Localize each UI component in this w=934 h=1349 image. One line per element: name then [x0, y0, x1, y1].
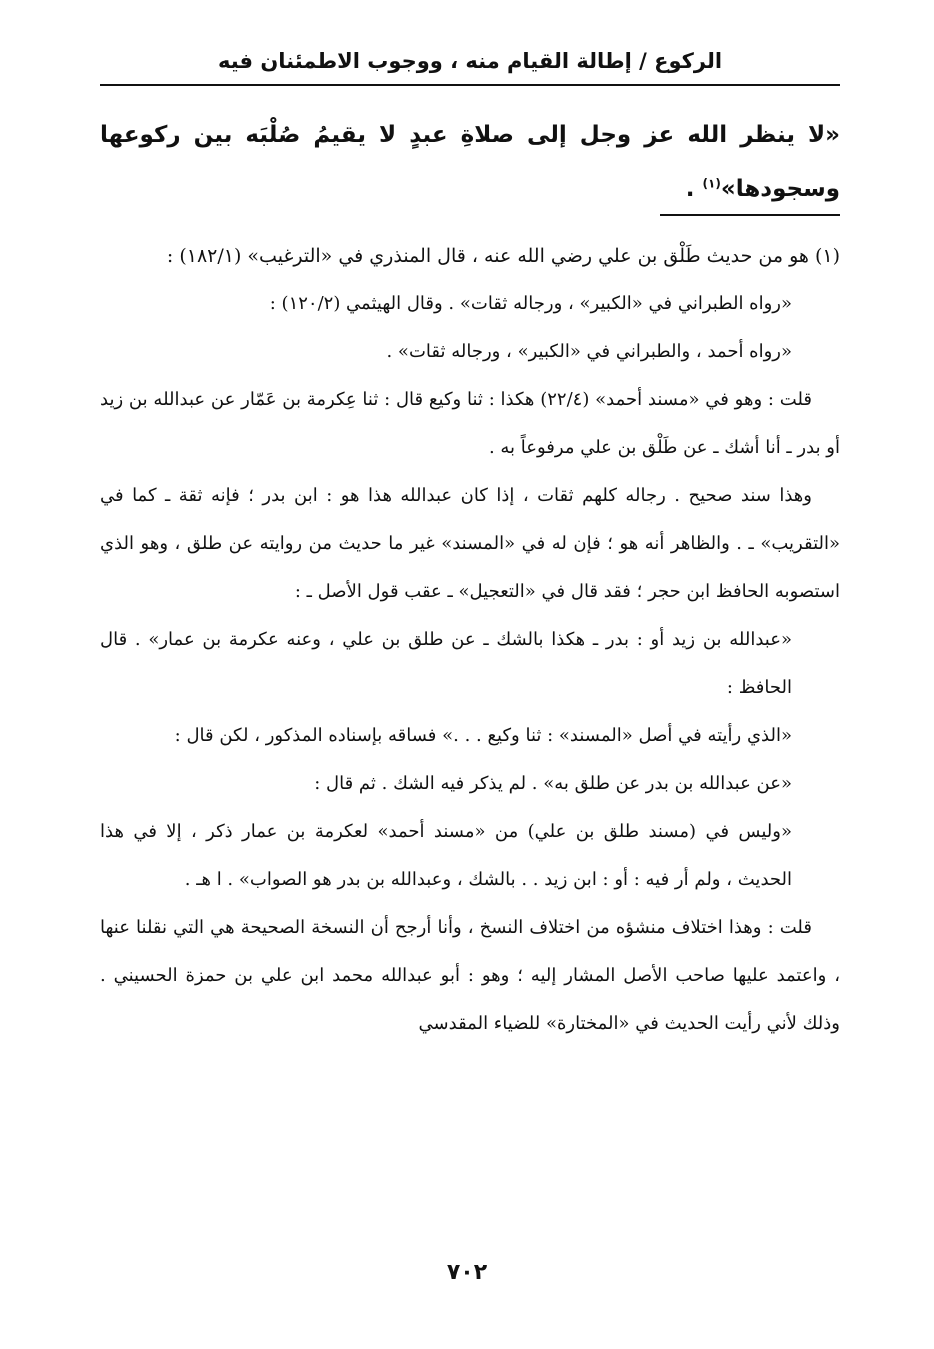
page-number: ٧٠٢ [446, 1260, 488, 1285]
hadith-text [100, 108, 840, 216]
footnote-paragraph: قلت : وهذا اختلاف منشؤه من اختلاف النسخ ، وأنا أرجح أن النسخة الصحيحة هي التي نقلنا عنها ، واعتمد عليها صاحب الأصل المشار إليه ؛ وهو : أبو عبدالله محمد ابن علي بن حمزة الحسيني . وذلك لأني رأيت الحديث في «المختارة» للضياء المقدسي [100, 917, 840, 1034]
hadith-body: «لا ينظر الله عز وجل إلى صلاةِ عبدٍ لا يقيمُ صُلْبَه بين ركوعها وسجودها» [100, 122, 840, 202]
footnotes-section [100, 232, 840, 1048]
footnote-quote: «رواه أحمد ، والطبراني في «الكبير» ، ورجاله ثقات» . [386, 341, 792, 362]
footnote-quote: «وليس في (مسند طلق بن علي) من «مسند أحمد» لعكرمة بن عمار ذكر ، إلا في هذا الحديث ، ولم أر فيه : أو : ابن زيد . . بالشك ، وعبدالله بن بدر هو الصواب» . ا هـ . [100, 821, 792, 890]
footnote-quote: «عن عبدالله بن بدر عن طلق به» . لم يذكر فيه الشك . ثم قال : [314, 773, 792, 794]
hadith-end: . [685, 176, 703, 202]
footnote-quote: «رواه الطبراني في «الكبير» ، ورجاله ثقات» . وقال الهيثمي (١٢٠/٢) : [269, 293, 792, 314]
footnote-paragraph: قلت : وهو في «مسند أحمد» (٢٢/٤) هكذا : ثنا وكيع قال : ثنا عِكرمة بن عَمّار عن عبدالله بن زيد أو بدر ـ أنا أشك ـ عن طَلْق بن علي مرفوعاً به . [100, 389, 840, 458]
footnote-quote: «عبدالله بن زيد أو : بدر ـ هكذا بالشك ـ عن طلق بن علي ، وعنه عكرمة بن عمار» . قال الحافظ : [100, 629, 792, 698]
footnote-reference: (١) [702, 176, 721, 191]
footnote-separator [660, 214, 840, 216]
footnote-paragraph: (١) هو من حديث طَلْق بن علي رضي الله عنه ، قال المنذري في «الترغيب» (١٨٢/١) : [166, 245, 840, 267]
footnote-quote: «الذي رأيته في أصل «المسند» : ثنا وكيع . . .» فساقه بإسناده المذكور ، لكن قال : [174, 725, 792, 746]
running-header: الركوع / إطالة القيام منه ، ووجوب الاطمئنان فيه [100, 44, 840, 86]
footnote-paragraph: وهذا سند صحيح . رجاله كلهم ثقات ، إذا كان عبدالله هذا هو : ابن بدر ؛ فإنه ثقة ـ كما في «التقريب» ـ . والظاهر أنه هو ؛ فإن له في «المسند» غير ما حديث من روايته عن طلق ، وهو الذي استصوبه الحافظ ابن حجر ؛ فقد قال في «التعجيل» ـ عقب قول الأصل ـ : [100, 485, 840, 602]
